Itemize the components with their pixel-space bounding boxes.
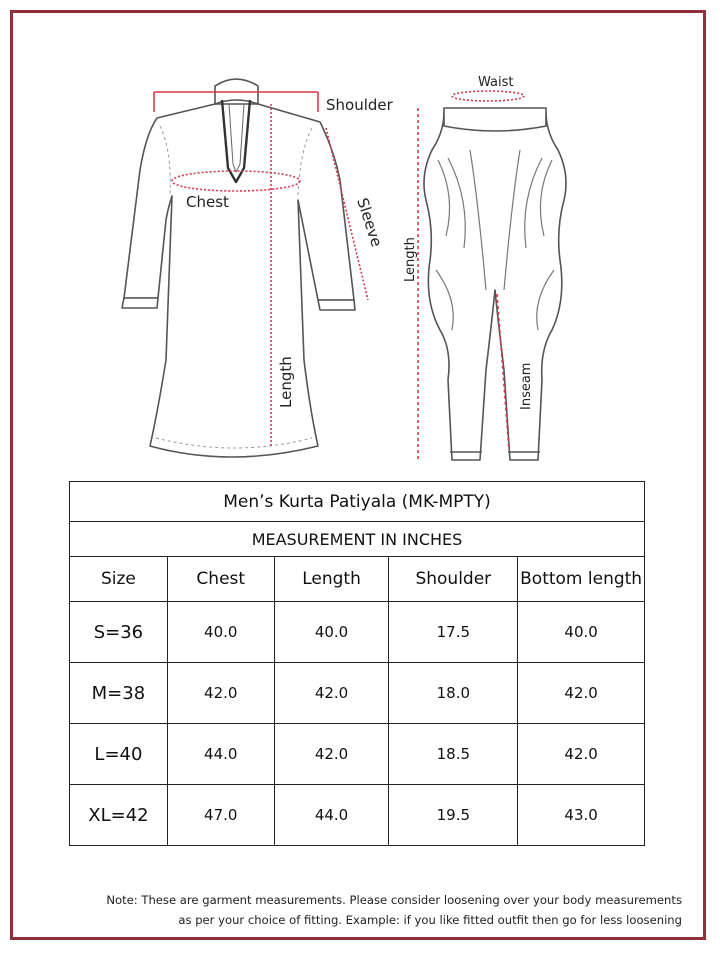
table-header-row (70, 557, 645, 602)
header-size: Size (70, 557, 168, 602)
table-row (70, 785, 645, 846)
inseam-label: Inseam (519, 362, 534, 410)
table-row (70, 663, 645, 724)
shoulder-cell: 18.0 (389, 663, 518, 724)
shoulder-label: Shoulder (326, 96, 393, 114)
size-cell: L=40 (70, 724, 168, 785)
table-row (70, 602, 645, 663)
table-title-row (70, 482, 645, 522)
bottom-length-cell: 40.0 (518, 602, 645, 663)
chest-cell: 40.0 (167, 602, 274, 663)
table-row (70, 724, 645, 785)
waist-label: Waist (478, 75, 514, 90)
chest-cell: 44.0 (167, 724, 274, 785)
length-cell: 42.0 (274, 663, 389, 724)
note-line-1: Note: These are garment measurements. Please consider loosening over your body measurements (106, 893, 682, 907)
header-bottom-length: Bottom length (518, 557, 645, 602)
shoulder-cell: 18.5 (389, 724, 518, 785)
table-unit-row (70, 522, 645, 557)
length-cell: 44.0 (274, 785, 389, 846)
size-chart-table (69, 481, 645, 846)
bottom-length-cell: 42.0 (518, 663, 645, 724)
sleeve-label: Sleeve (353, 195, 386, 250)
note-line-2: as per your choice of fitting. Example: if you like fitted outfit then go for less loosening (178, 913, 682, 927)
bottom-length-cell: 42.0 (518, 724, 645, 785)
size-cell: S=36 (70, 602, 168, 663)
shoulder-cell: 17.5 (389, 602, 518, 663)
length-cell: 42.0 (274, 724, 389, 785)
table-unit: MEASUREMENT IN INCHES (70, 522, 645, 557)
chest-label: Chest (186, 193, 229, 211)
waist-measure-line (452, 91, 524, 101)
size-cell: XL=42 (70, 785, 168, 846)
chest-cell: 47.0 (167, 785, 274, 846)
header-length: Length (274, 557, 389, 602)
pant-length-label: Length (403, 237, 418, 282)
length-cell: 40.0 (274, 602, 389, 663)
chest-cell: 42.0 (167, 663, 274, 724)
table-title: Men’s Kurta Patiyala (MK-MPTY) (70, 482, 645, 522)
kurta-illustration (122, 79, 355, 457)
bottom-length-cell: 43.0 (518, 785, 645, 846)
header-chest: Chest (167, 557, 274, 602)
shoulder-cell: 19.5 (389, 785, 518, 846)
size-cell: M=38 (70, 663, 168, 724)
header-shoulder: Shoulder (389, 557, 518, 602)
fitting-note (30, 890, 682, 930)
kurta-length-label: Length (277, 356, 295, 408)
